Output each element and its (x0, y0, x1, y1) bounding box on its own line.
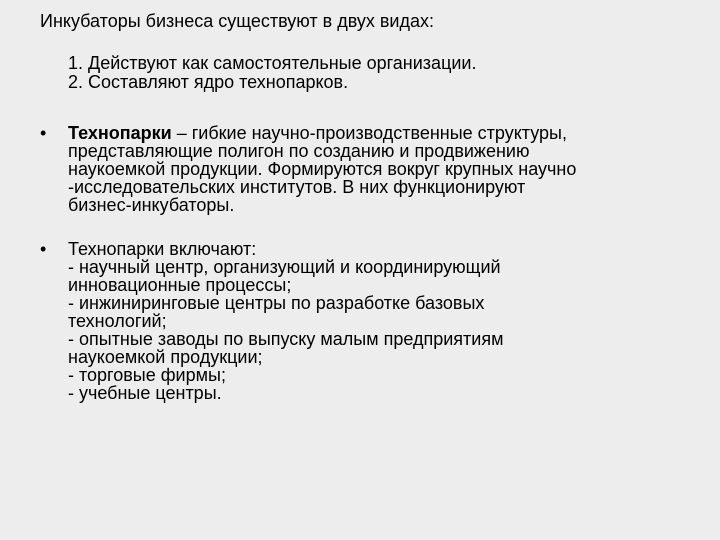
bullet-line: - учебные центры. (68, 383, 222, 403)
bullet-line: - инжиниринговые центры по разработке базовых (68, 293, 485, 313)
bullet-line: - научный центр, организующий и координирующий (68, 257, 501, 277)
numbered-item: 1. Действуют как самостоятельные организации. (68, 53, 477, 73)
bullet-technoparks-definition (40, 124, 700, 214)
bullet-marker: • (40, 239, 47, 259)
bullet-technoparks-include (40, 240, 700, 402)
bullet-body (68, 124, 700, 214)
bullet-line: – гибкие научно-производственные структуры, (171, 123, 567, 143)
bullet-line: технологий; (68, 311, 167, 331)
bullet-marker: • (40, 123, 47, 143)
bullet-line: наукоемкой продукции; (68, 347, 263, 367)
numbered-list (68, 54, 477, 92)
bullet-body (68, 240, 700, 402)
intro-text: Инкубаторы бизнеса существуют в двух видах: (40, 11, 434, 31)
bullet-line: представляющие полигон по созданию и продвижению (68, 141, 530, 161)
numbered-item: 2. Составляют ядро технопарков. (68, 72, 349, 92)
bullet-line: - опытные заводы по выпуску малым предприятиям (68, 329, 504, 349)
term-technoparks: Технопарки (68, 123, 172, 143)
bullet-line: наукоемкой продукции. Формируются вокруг крупных научно (68, 159, 577, 179)
bullet-line: инновационные процессы; (68, 275, 292, 295)
bullet-line: бизнес-инкубаторы. (68, 195, 235, 215)
bullet-line: Технопарки включают: (68, 239, 257, 259)
bullet-line: -исследовательских институтов. В них функционируют (68, 177, 526, 197)
bullet-line: - торговые фирмы; (68, 365, 226, 385)
